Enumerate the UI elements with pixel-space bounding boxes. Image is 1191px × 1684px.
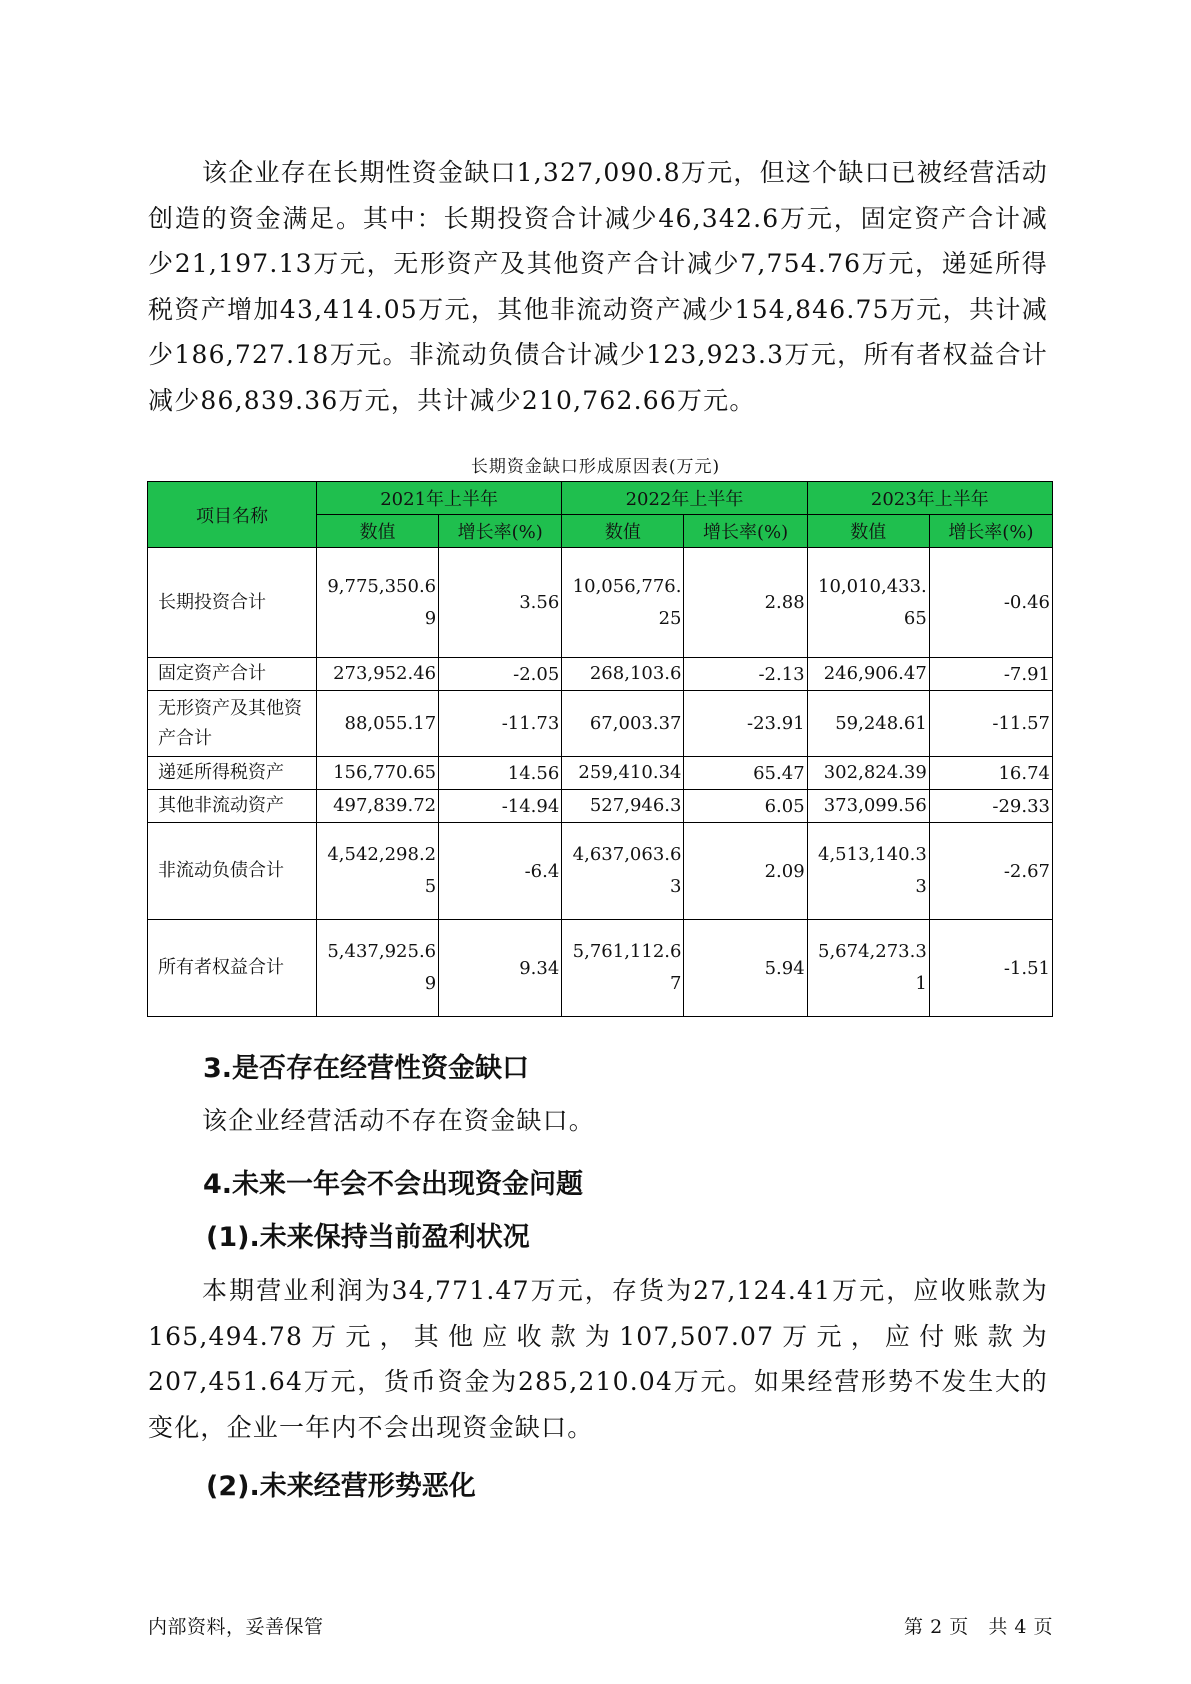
cell-rate: 6.05 [684, 790, 807, 823]
cell-value: 88,055.17 [316, 691, 438, 757]
cell-rate: 14.56 [439, 757, 562, 790]
cell-rate: -7.91 [929, 658, 1052, 691]
cell-rate: 5.94 [684, 920, 807, 1017]
header-period-2023: 2023年上半年 [807, 482, 1052, 515]
paragraph-text: 该企业经营活动不存在资金缺口。 [202, 1106, 596, 1135]
cell-rate: 9.34 [439, 920, 562, 1017]
cell-value: 268,103.6 [562, 658, 684, 691]
cell-rate: -0.46 [929, 548, 1052, 658]
footer-page-number: 第 2 页 共 4 页 [904, 1616, 1053, 1638]
paragraph-operating-gap [148, 1098, 1048, 1144]
header-value: 数值 [316, 515, 438, 548]
cell-rate: -14.94 [439, 790, 562, 823]
paragraph-text: 本期营业利润为34,771.47万元，存货为27,124.41万元，应收账款为165,494.78万元，其他应收款为107,507.07万元，应付账款为207,451.64万元，货币资金为285,210.04万元。如果经营形势不发生大的变化，企业一年内不会出现资金缺口。 [148, 1276, 1048, 1442]
paragraph-long-term-gap [148, 150, 1048, 423]
row-name: 递延所得税资产 [148, 757, 317, 790]
section-heading-next-year: 4.未来一年会不会出现资金问题 [203, 1169, 584, 1200]
cell-value: 9,775,350.69 [316, 548, 438, 658]
cell-value: 5,761,112.67 [562, 920, 684, 1017]
cell-value: 5,437,925.69 [316, 920, 438, 1017]
cell-rate: -2.67 [929, 823, 1052, 920]
row-name: 非流动负债合计 [148, 823, 317, 920]
cell-value: 302,824.39 [807, 757, 929, 790]
cell-rate: 2.09 [684, 823, 807, 920]
row-name: 固定资产合计 [148, 658, 317, 691]
cell-value: 59,248.61 [807, 691, 929, 757]
cell-rate: -2.13 [684, 658, 807, 691]
header-item-name: 项目名称 [148, 482, 317, 548]
table-row [148, 658, 1053, 691]
header-period-2022: 2022年上半年 [562, 482, 807, 515]
cell-rate: -23.91 [684, 691, 807, 757]
cell-rate: 3.56 [439, 548, 562, 658]
cell-rate: 65.47 [684, 757, 807, 790]
cell-value: 67,003.37 [562, 691, 684, 757]
paragraph-text: 该企业存在长期性资金缺口1,327,090.8万元，但这个缺口已被经营活动创造的资金满足。其中：长期投资合计减少46,342.6万元，固定资产合计减少21,197.13万元，无形资产及其他资产合计减少7,754.76万元，递延所得税资产增加43,414.05万元，其他非流动资产减少154,846.75万元，共计减少186,727.18万元。非流动负债合计减少123,923.3万元，所有者权益合计减少86,839.36万元，共计减少210,762.66万元。 [148, 158, 1048, 415]
header-rate: 增长率(%) [439, 515, 562, 548]
footer-confidential-note: 内部资料，妥善保管 [148, 1616, 324, 1638]
table-row [148, 790, 1053, 823]
cell-rate: -1.51 [929, 920, 1052, 1017]
cell-value: 156,770.65 [316, 757, 438, 790]
cell-value: 497,839.72 [316, 790, 438, 823]
cell-rate: 16.74 [929, 757, 1052, 790]
table-caption: 长期资金缺口形成原因表(万元) [470, 457, 721, 477]
cell-value: 373,099.56 [807, 790, 929, 823]
table-row [148, 920, 1053, 1017]
cell-value: 10,056,776.25 [562, 548, 684, 658]
section-heading-operating-gap: 3.是否存在经营性资金缺口 [203, 1053, 530, 1084]
table-row [148, 548, 1053, 658]
cell-rate: -2.05 [439, 658, 562, 691]
paragraph-profit-status [148, 1268, 1048, 1450]
cell-value: 4,637,063.63 [562, 823, 684, 920]
subsection-heading-keep-profit: (1).未来保持当前盈利状况 [206, 1222, 530, 1253]
header-period-2021: 2021年上半年 [316, 482, 561, 515]
row-name: 所有者权益合计 [148, 920, 317, 1017]
row-name: 长期投资合计 [148, 548, 317, 658]
cell-rate: -29.33 [929, 790, 1052, 823]
cell-rate: -11.57 [929, 691, 1052, 757]
header-value: 数值 [807, 515, 929, 548]
cell-value: 4,513,140.33 [807, 823, 929, 920]
row-name: 其他非流动资产 [148, 790, 317, 823]
subsection-heading-worsening: (2).未来经营形势恶化 [206, 1471, 476, 1502]
table-row [148, 757, 1053, 790]
cell-value: 273,952.46 [316, 658, 438, 691]
cell-value: 4,542,298.25 [316, 823, 438, 920]
row-name: 无形资产及其他资产合计 [148, 691, 317, 757]
cell-rate: -6.4 [439, 823, 562, 920]
cell-rate: -11.73 [439, 691, 562, 757]
header-rate: 增长率(%) [929, 515, 1052, 548]
cell-value: 259,410.34 [562, 757, 684, 790]
table-row [148, 823, 1053, 920]
header-value: 数值 [562, 515, 684, 548]
header-rate: 增长率(%) [684, 515, 807, 548]
cell-value: 246,906.47 [807, 658, 929, 691]
cell-value: 10,010,433.65 [807, 548, 929, 658]
table-row [148, 691, 1053, 757]
long-term-gap-table [147, 481, 1053, 1017]
cell-value: 5,674,273.31 [807, 920, 929, 1017]
cell-value: 527,946.3 [562, 790, 684, 823]
cell-rate: 2.88 [684, 548, 807, 658]
